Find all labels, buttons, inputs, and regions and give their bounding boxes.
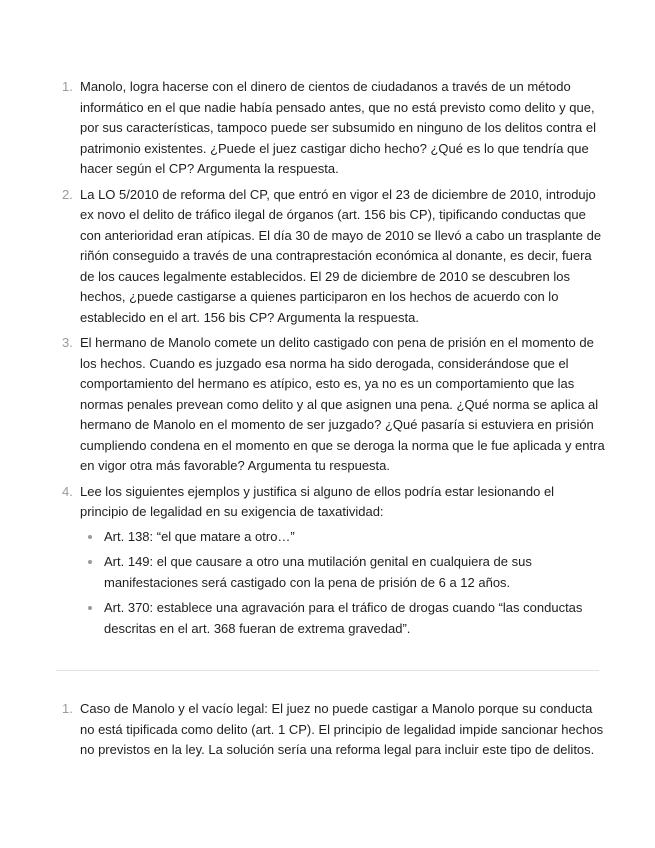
question-item	[0, 333, 655, 477]
answer-number: 1.	[62, 701, 73, 716]
example-text: Art. 370: establece una agravación para el tráfico de drogas cuando “las conductas descritas en el art. 368 fueran de extrema gravedad”.	[104, 600, 583, 636]
question-text: Manolo, logra hacerse con el dinero de cientos de ciudadanos a través de un método informático en el que nadie había pensado antes, que no está previsto como delito y que, por sus características, tampoco puede ser subsumido en ninguno de los delitos contra el patrimonio existentes. ¿Puede el juez castigar dicho hecho? ¿Qué es lo que tendría que hacer según el CP? Argumenta la respuesta.	[80, 79, 596, 176]
example-text: Art. 138: “el que matare a otro…”	[104, 528, 295, 544]
question-item	[0, 185, 655, 329]
answer-item	[0, 699, 655, 761]
question-item	[0, 77, 655, 180]
section-divider	[56, 670, 599, 671]
question-text: Lee los siguientes ejemplos y justifica si alguno de ellos podría estar lesionando el principio de legalidad en su exigencia de taxatividad:	[80, 483, 555, 519]
question-number: 2.	[62, 186, 73, 202]
question-number: 3.	[62, 335, 73, 350]
example-text: Art. 149: el que causare a otro una mutilación genital en cualquiera de sus manifestaciones será castigado con la pena de prisión de 6 a 12 años.	[104, 554, 532, 590]
example-item	[80, 598, 605, 639]
question-text: El hermano de Manolo comete un delito castigado con pena de prisión en el momento de los hechos. Cuando es juzgado esa norma ha sido derogada, considerándose que el comportamiento del hermano es atípico, esto es, ya no es un comportamiento que las normas penales prevean como delito y al que asignen una pena. ¿Qué norma se aplica al hermano de Manolo en el momento de ser juzgado? ¿Qué pasaría si estuviera en prisión cumpliendo condena en el momento en que se deroga la norma que le fue aplicada y entra en vigor otra más favorable? Argumenta tu respuesta.	[80, 335, 605, 473]
examples-list	[80, 527, 605, 640]
question-item	[0, 482, 655, 640]
example-item	[80, 552, 605, 593]
question-text: La LO 5/2010 de reforma del CP, que entró en vigor el 23 de diciembre de 2010, introdujo ex novo el delito de tráfico ilegal de órganos (art. 156 bis CP), tipificando conductas que con anterioridad eran atípicas. El día 30 de mayo de 2010 se llevó a cabo un trasplante de riñón conseguido a través de una contraprestación económica al donante, es decir, fuera de los cauces legalmente establecidos. El 29 de diciembre de 2010 se descubren los hechos, ¿puede castigarse a quienes participaron en los hechos de acuerdo con lo establecido en el art. 156 bis CP? Argumenta la respuesta.	[80, 186, 602, 325]
question-number: 4.	[62, 483, 73, 499]
bullet-icon	[88, 535, 92, 539]
bullet-icon	[88, 606, 92, 610]
example-item	[80, 527, 605, 548]
answers-list	[0, 699, 655, 761]
bullet-icon	[88, 560, 92, 564]
question-number: 1.	[62, 79, 73, 94]
questions-list	[0, 77, 655, 644]
answer-text: Caso de Manolo y el vacío legal: El juez no puede castigar a Manolo porque su conducta no está tipificada como delito (art. 1 CP). El principio de legalidad impide sancionar hechos no previstos en la ley. La solución sería una reforma legal para incluir este tipo de delitos.	[80, 701, 604, 757]
